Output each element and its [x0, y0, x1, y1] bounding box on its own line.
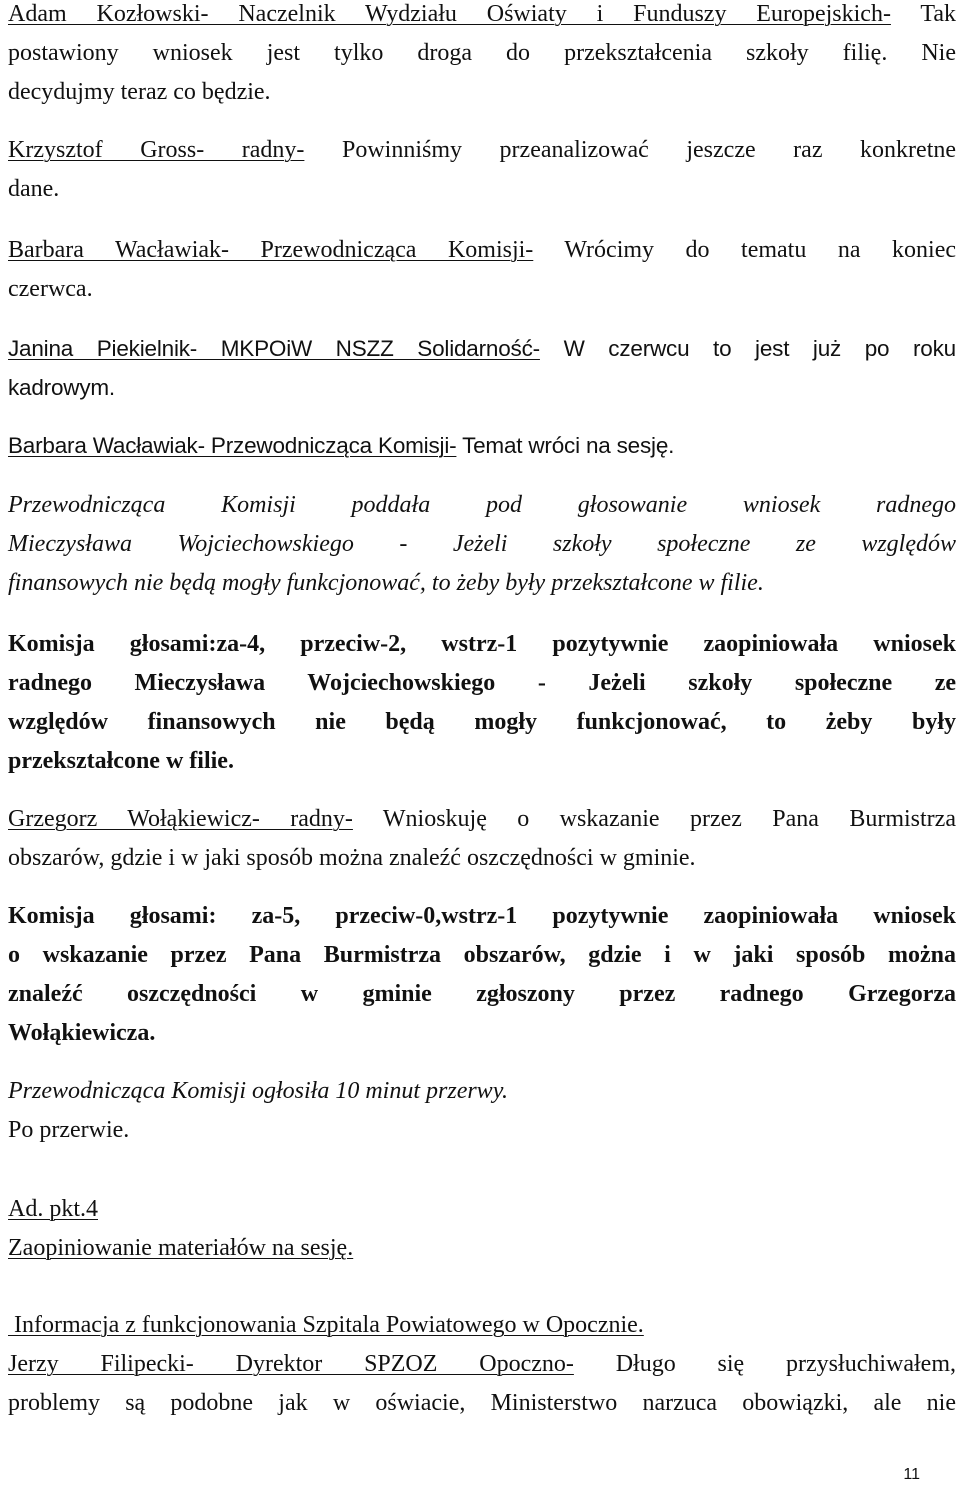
agenda-heading [8, 1190, 956, 1268]
text-line: Komisja głosami: za-5, przeciw-0,wstrz-1 pozytywnie zaopiniowała wniosek [8, 903, 956, 929]
text-line [8, 131, 956, 170]
speaker-name: Krzysztof Gross- radny- [8, 137, 305, 163]
statement-text: Wnioskuję o wskazanie przez Pana Burmistrza [352, 806, 956, 832]
text-line: Po przerwie. [8, 1117, 130, 1143]
statement-text: Powinniśmy przeanalizować jeszcze raz konkretne [304, 137, 957, 163]
speaker-name: Barbara Wacławiak- Przewodnicząca Komisji- [8, 237, 534, 263]
section-title: Informacja z funkcjonowania Szpitala Powiatowego w Opocznie. [8, 1312, 644, 1338]
text-line: finansowych nie będą mogły funkcjonować, to żeby były przekształcone w filie. [8, 570, 764, 596]
speaker-paragraph [8, 800, 956, 878]
statement-text: Tak [890, 1, 956, 27]
statement-text: W czerwcu to jest już po roku [539, 336, 956, 361]
statement-text: Długo się przysłuchiwałem, [573, 1351, 956, 1377]
speaker-paragraph [8, 231, 956, 309]
speaker-paragraph [8, 131, 956, 209]
text-line [8, 800, 956, 839]
speaker-paragraph [8, 1345, 956, 1423]
vote-motion-paragraph [8, 486, 956, 603]
text-line: Przewodnicząca Komisji poddała pod głosowanie wniosek radnego [8, 492, 956, 518]
text-line [8, 329, 956, 368]
text-line: znaleźć oszczędności w gminie zgłoszony przez radnego Grzegorza [8, 981, 956, 1007]
break-paragraph [8, 1072, 956, 1150]
text-line: przekształcone w filie. [8, 748, 234, 774]
section-heading [8, 1306, 956, 1345]
text-line: problemy są podobne jak w oświacie, Ministerstwo narzuca obowiązki, ale nie [8, 1390, 956, 1416]
vote-result-paragraph [8, 897, 956, 1053]
text-line: dane. [8, 176, 60, 202]
text-line: Przewodnicząca Komisji ogłosiła 10 minut przerwy. [8, 1078, 509, 1104]
vote-result-paragraph [8, 625, 956, 781]
text-line: radnego Mieczysława Wojciechowskiego - Jeżeli szkoły społeczne ze [8, 670, 956, 696]
speaker-name: Barbara Wacławiak- Przewodnicząca Komisji- [8, 433, 457, 458]
text-line [8, 1190, 956, 1229]
text-line: Mieczysława Wojciechowskiego - Jeżeli szkoły społeczne ze względów [8, 531, 956, 557]
speaker-name: Jerzy Filipecki- Dyrektor SPZOZ Opoczno- [8, 1351, 574, 1377]
text-line: czerwca. [8, 276, 93, 302]
page-number: 11 [903, 1466, 920, 1483]
text-line [8, 1345, 956, 1384]
text-line: Wołąkiewicza. [8, 1020, 156, 1046]
text-line [8, 0, 956, 34]
text-line: obszarów, gdzie i w jaki sposób można znaleźć oszczędności w gminie. [8, 845, 696, 871]
text-line: o wskazanie przez Pana Burmistrza obszarów, gdzie i w jaki sposób można [8, 942, 956, 968]
text-line [8, 1306, 956, 1345]
speaker-name: Adam Kozłowski- Naczelnik Wydziału Oświaty i Funduszy Europejskich- [8, 1, 891, 27]
text-line [8, 1229, 956, 1268]
speaker-name: Janina Piekielnik- MKPOiW NSZZ Solidarność- [8, 336, 540, 361]
speaker-paragraph [8, 426, 956, 465]
text-line: kadrowym. [8, 375, 115, 400]
text-line [8, 426, 956, 465]
statement-text: Temat wróci na sesję. [456, 433, 675, 458]
text-line [8, 231, 956, 270]
speaker-name: Grzegorz Wołąkiewicz- radny- [8, 806, 353, 832]
statement-text: Wrócimy do tematu na koniec [533, 237, 956, 263]
text-line: decydujmy teraz co będzie. [8, 79, 271, 105]
text-line: Komisja głosami:za-4, przeciw-2, wstrz-1 pozytywnie zaopiniowała wniosek [8, 631, 956, 657]
agenda-item-title: Zaopiniowanie materiałów na sesję. [8, 1235, 354, 1261]
speaker-paragraph [8, 329, 956, 407]
text-line: postawiony wniosek jest tylko droga do przekształcenia szkoły filię. Nie [8, 40, 956, 66]
speaker-paragraph [8, 0, 956, 112]
agenda-item-number: Ad. pkt.4 [8, 1196, 98, 1222]
text-line: względów finansowych nie będą mogły funkcjonować, to żeby były [8, 709, 956, 735]
